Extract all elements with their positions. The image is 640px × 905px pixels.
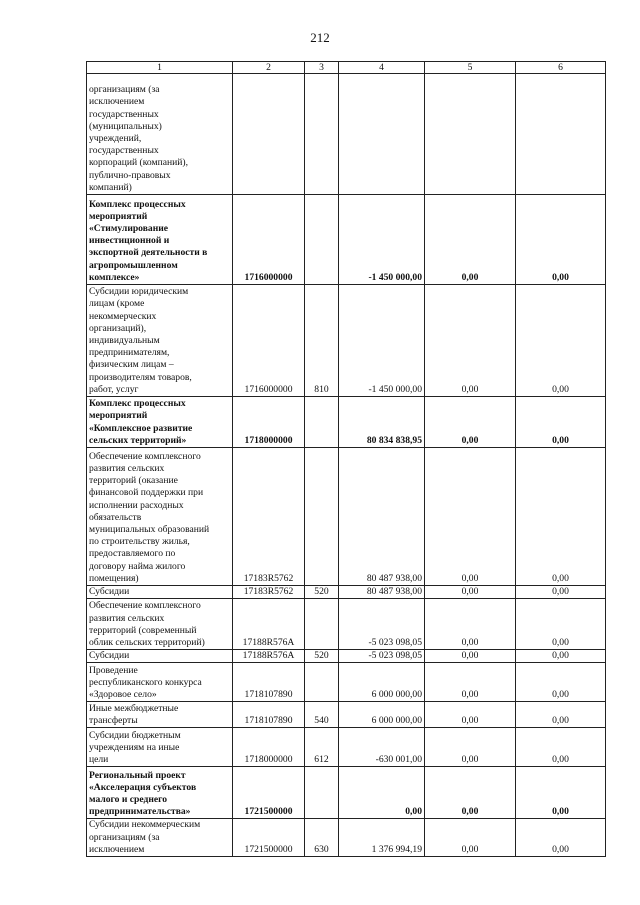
header-cell: 1 [87,62,233,74]
row-amount-cell: -5 023 098,05 [339,650,425,663]
row-type-cell: 612 [305,728,339,767]
row-type-cell: 520 [305,650,339,663]
row-amount-cell: -1 450 000,00 [339,195,425,285]
row-name-text: Обеспечение комплексного развития сельских территорий (оказание финансовой поддержки при исполнении расходных обязательств муниципальных образований по строительству жилья, предоставляемого по договору найма жилого помещения) [89,450,210,584]
row-type-cell [305,599,339,650]
page-number: 212 [310,30,330,45]
row-col5-cell: 0,00 [425,448,516,586]
row-name-cell [87,195,233,285]
table-row [87,599,606,650]
header-cell: 5 [425,62,516,74]
table-row [87,767,606,819]
row-type-cell [305,74,339,195]
row-col6-cell: 0,00 [516,663,606,702]
row-col6-cell: 0,00 [516,195,606,285]
row-type-cell: 810 [305,285,339,397]
table-row [87,702,606,728]
header-cell: 6 [516,62,606,74]
row-type-cell [305,448,339,586]
row-col6-cell: 0,00 [516,448,606,586]
row-code-cell: 1716000000 [233,195,305,285]
row-amount-cell: -630 001,00 [339,728,425,767]
row-name-cell [87,397,233,448]
row-code-cell: 17183R5762 [233,586,305,599]
table-row [87,74,606,195]
row-type-cell [305,767,339,819]
table-row [87,285,606,397]
row-code-cell: 1718000000 [233,728,305,767]
row-name-text: Субсидии некоммерческим организациям (за исключением [89,819,201,855]
row-col5-cell: 0,00 [425,397,516,448]
row-amount-cell: 6 000 000,00 [339,663,425,702]
row-name-cell [87,285,233,397]
row-code-cell: 1718107890 [233,663,305,702]
row-name-cell [87,448,233,586]
table-row [87,728,606,767]
row-amount-cell: 6 000 000,00 [339,702,425,728]
row-amount-cell: -1 450 000,00 [339,285,425,397]
row-col5-cell: 0,00 [425,819,516,857]
row-code-cell: 1721500000 [233,819,305,857]
row-col5-cell: 0,00 [425,285,516,397]
budget-table [86,61,606,857]
row-col6-cell: 0,00 [516,819,606,857]
row-col6-cell: 0,00 [516,728,606,767]
row-type-cell: 520 [305,586,339,599]
row-col5-cell: 0,00 [425,702,516,728]
row-code-cell: 1716000000 [233,285,305,397]
row-name-text: Субсидии [89,586,130,597]
row-code-cell: 17188R576A [233,599,305,650]
row-code-cell: 17183R5762 [233,448,305,586]
row-name-text: Комплекс процессных мероприятий «Стимулирование инвестиционной и экспортной деятельности в агропромышленном комплексе» [89,198,208,283]
row-code-cell [233,74,305,195]
row-name-text: Проведение республиканского конкурса «Здоровое село» [89,664,202,701]
row-type-cell: 540 [305,702,339,728]
row-code-cell: 17188R576A [233,650,305,663]
row-name-cell [87,663,233,702]
table-row [87,397,606,448]
row-amount-cell: 80 487 938,00 [339,448,425,586]
row-col5-cell: 0,00 [425,650,516,663]
row-col6-cell: 0,00 [516,599,606,650]
table-row [87,663,606,702]
row-type-cell [305,663,339,702]
row-col5-cell: 0,00 [425,767,516,819]
row-name-text: Обеспечение комплексного развития сельских территорий (современный облик сельских территорий) [89,600,205,648]
row-code-cell: 1721500000 [233,767,305,819]
row-name-text: организациям (за исключением государственных (муниципальных) учреждений, государственных корпораций (компаний), публично-правовых компаний) [89,84,188,193]
row-name-cell [87,728,233,767]
row-type-cell [305,397,339,448]
table-row [87,448,606,586]
row-col5-cell: 0,00 [425,728,516,767]
row-name-cell [87,767,233,819]
row-type-cell: 630 [305,819,339,857]
row-name-cell [87,702,233,728]
row-name-text: Комплекс процессных мероприятий «Комплексное развитие сельских территорий» [89,398,193,446]
table-row [87,195,606,285]
row-col6-cell: 0,00 [516,285,606,397]
row-name-cell [87,819,233,857]
table-row [87,819,606,857]
row-code-cell: 1718107890 [233,702,305,728]
row-col6-cell: 0,00 [516,397,606,448]
row-name-text: Субсидии [89,650,130,662]
row-amount-cell: 80 834 838,95 [339,397,425,448]
row-col6-cell: 0,00 [516,650,606,663]
row-name-cell [87,650,233,663]
row-amount-cell [339,74,425,195]
row-col6-cell: 0,00 [516,767,606,819]
row-amount-cell: 80 487 938,00 [339,586,425,599]
table-row [87,650,606,663]
row-name-text: Субсидии юридическим лицам (кроме некоммерческих организаций), индивидуальным предпринимателям, физическим лицам – производителям товаров, работ, услуг [89,286,192,395]
row-col5-cell [425,74,516,195]
row-col5-cell: 0,00 [425,663,516,702]
header-cell: 2 [233,62,305,74]
row-name-text: Иные межбюджетные трансферты [89,703,179,727]
row-amount-cell: 1 376 994,19 [339,819,425,857]
header-cell: 4 [339,62,425,74]
row-code-cell: 1718000000 [233,397,305,448]
row-amount-cell: 0,00 [339,767,425,819]
header-cell: 3 [305,62,339,74]
row-name-text: Региональный проект «Акселерация субъектов малого и среднего предпринимательства» [89,769,197,818]
row-amount-cell: -5 023 098,05 [339,599,425,650]
row-name-cell [87,74,233,195]
row-name-cell [87,586,233,599]
row-col6-cell: 0,00 [516,586,606,599]
row-col6-cell: 0,00 [516,702,606,728]
row-name-cell [87,599,233,650]
table-row [87,586,606,599]
table-header-row [87,62,606,74]
row-name-text: Субсидии бюджетным учреждениям на иные цели [89,729,181,766]
row-col5-cell: 0,00 [425,586,516,599]
row-col5-cell: 0,00 [425,195,516,285]
row-col6-cell [516,74,606,195]
row-type-cell [305,195,339,285]
row-col5-cell: 0,00 [425,599,516,650]
